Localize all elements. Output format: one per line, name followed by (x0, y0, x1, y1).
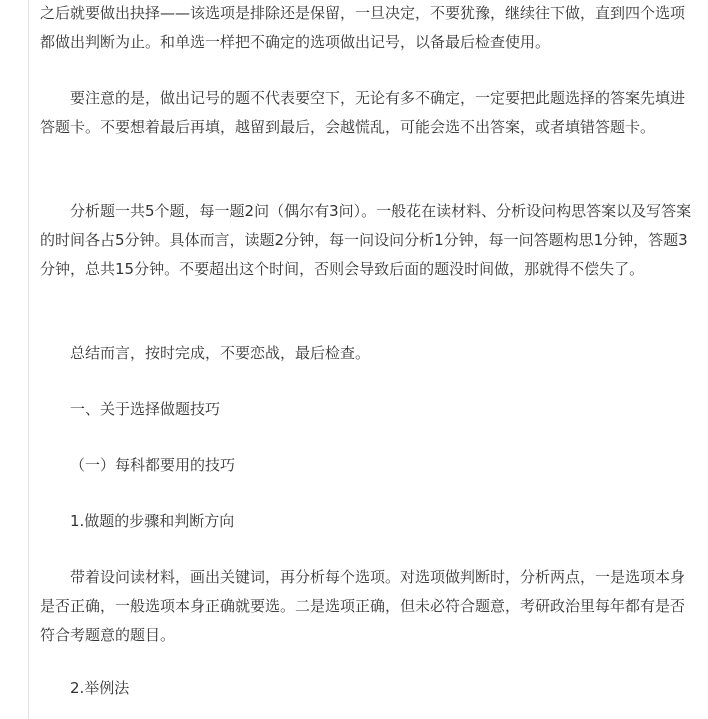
paragraph-analysis-timing: 分析题一共5个题，每一题2问（偶尔有3问）。一般花在读材料、分析设问构思答案以及写答案的时间各占5分钟。具体而言，读题2分钟，每一问设问分析1分钟，每一问答题构思1分钟，答题3分钟，总共15分钟。不要超出这个时间，否则会导致后面的题没时间做，那就得不偿失了。 (40, 202, 692, 278)
heading-example-method: 2.举例法 (70, 679, 130, 697)
paragraph-steps-detail: 带着设问读材料，画出关键词，再分析每个选项。对选项做判断时，分析两点，一是选项本身是否正确，一般选项本身正确就要选。二是选项正确，但未必符合题意，考研政治里每年都有是否符合考题意的题目。 (40, 568, 686, 644)
paragraph-fill-answer-sheet: 要注意的是，做出记号的题不代表要空下，无论有多不确定，一定要把此题选择的答案先填进答题卡。不要想着最后再填，越留到最后，会越慌乱，可能会选不出答案，或者填错答题卡。 (40, 89, 686, 136)
paragraph-summary: 总结而言，按时完成，不要恋战，最后检查。 (70, 344, 371, 362)
heading-steps-and-judgment: 1.做题的步骤和判断方向 (70, 512, 235, 530)
left-border-line (28, 0, 29, 719)
paragraph-choice-decision: 之后就要做出抉择——该选项是排除还是保留，一旦决定，不要犹豫，继续往下做，直到四个选项都做出判断为止。和单选一样把不确定的选项做出记号，以备最后检查使用。 (40, 4, 686, 51)
heading-choice-techniques: 一、关于选择做题技巧 (70, 400, 221, 418)
heading-common-techniques: （一）每科都要用的技巧 (70, 456, 236, 474)
